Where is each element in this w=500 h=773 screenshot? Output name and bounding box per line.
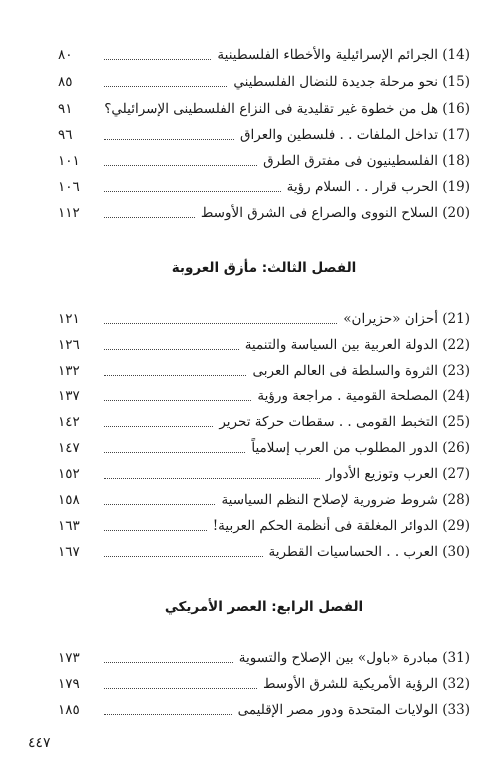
toc-entry-title: (14) الجرائم الإسرائيلية والأخطاء الفلسطينية: [217, 47, 470, 63]
toc-entry: [58, 673, 470, 695]
dot-leader: [104, 58, 211, 60]
toc-entry-page: ١٥٢: [58, 466, 80, 482]
toc-entry: [58, 150, 470, 172]
toc-entry: [58, 308, 470, 330]
toc-entry-title: (30) العرب . . الحساسيات القطرية: [268, 544, 470, 560]
toc-entry-page: ١٣٧: [58, 388, 80, 404]
toc-entry: [58, 437, 470, 459]
dot-leader: [104, 374, 246, 376]
chapter-heading: الفصل الرابع: العصر الأمريكي: [164, 599, 364, 615]
dot-leader: [104, 555, 263, 557]
dot-leader: [104, 713, 232, 715]
dot-leader: [104, 348, 239, 350]
dot-leader: [104, 216, 195, 218]
toc-entry-page: ١١٢: [58, 205, 80, 221]
toc-entry: [58, 334, 470, 356]
dot-leader: [104, 477, 320, 479]
toc-entry-title: (15) نحو مرحلة جديدة للنضال الفلسطيني: [233, 74, 470, 90]
toc-entry-page: ١٣٢: [58, 363, 80, 379]
toc-entry-page: ٨٥: [58, 74, 73, 90]
toc-entry-title: (28) شروط ضرورية لإصلاح النظم السياسية: [221, 492, 470, 508]
toc-entry-page: ٩١: [58, 101, 73, 117]
toc-entry: [58, 647, 470, 669]
toc-entry-page: ٨٠: [58, 47, 73, 63]
toc-entry: [58, 71, 470, 93]
toc-entry-title: (26) الدور المطلوب من العرب إسلامياً: [251, 440, 470, 456]
dot-leader: [104, 503, 215, 505]
dot-leader: [104, 322, 337, 324]
toc-entry-page: ١٧٩: [58, 676, 80, 692]
toc-entry: [58, 515, 470, 537]
toc-entry-page: ١٢٦: [58, 337, 80, 353]
toc-entry: [58, 463, 470, 485]
dot-leader: [104, 687, 257, 689]
toc-entry-title: (20) السلاح النووى والصراع فى الشرق الأوسط: [200, 205, 470, 221]
dot-leader: [104, 529, 207, 531]
toc-entry-title: (23) الثروة والسلطة فى العالم العربى: [252, 363, 470, 379]
toc-entry-title: (25) التخبط القومى . . سقطات حركة تحرير: [219, 414, 470, 430]
toc-entry-page: ١٠١: [58, 153, 80, 169]
toc-entry: [58, 202, 470, 224]
toc-entry-page: ١٨٥: [58, 702, 80, 718]
dot-leader: [104, 190, 281, 192]
toc-entry-title: (19) الحرب قرار . . السلام رؤية: [286, 179, 470, 195]
toc-entry-title: (32) الرؤية الأمريكية للشرق الأوسط: [262, 676, 470, 692]
toc-entry: [58, 98, 470, 120]
toc-entry: [58, 176, 470, 198]
toc-entry-title: (21) أحزان «حزيران»: [343, 311, 470, 327]
toc-entry-page: ١٤٧: [58, 440, 80, 456]
toc-entry-title: (16) هل من خطوة غير تقليدية فى النزاع الفلسطينى الإسرائيلي؟: [104, 101, 470, 117]
toc-entry-title: (33) الولايات المتحدة ودور مصر الإقليمى: [237, 702, 470, 718]
toc-entry: [58, 44, 470, 66]
toc-entry: [58, 360, 470, 382]
toc-entry-title: (31) مبادرة «باول» بين الإصلاح والتسوية: [238, 650, 470, 666]
toc-entry-page: ١٤٢: [58, 414, 80, 430]
toc-entry-page: ١٥٨: [58, 492, 80, 508]
toc-entry-title: (29) الدوائر المغلقة فى أنظمة الحكم العربية!: [212, 518, 470, 534]
toc-entry: [58, 385, 470, 407]
toc-entry-title: (24) المصلحة القومية . مراجعة ورؤية: [257, 388, 470, 404]
toc-entry-title: (27) العرب وتوزيع الأدوار: [325, 466, 470, 482]
dot-leader: [104, 399, 251, 401]
toc-entry-page: ١٠٦: [58, 179, 80, 195]
toc-entry-page: ١٦٣: [58, 518, 80, 534]
dot-leader: [104, 425, 213, 427]
dot-leader: [104, 661, 233, 663]
toc-entry: [58, 489, 470, 511]
toc-entry: [58, 411, 470, 433]
page-number: ٤٤٧: [28, 735, 51, 751]
dot-leader: [104, 164, 257, 166]
toc-entry: [58, 699, 470, 721]
toc-entry-title: (18) الفلسطينيون فى مفترق الطرق: [263, 153, 470, 169]
toc-entry-page: ١٦٧: [58, 544, 80, 560]
toc-entry-page: ٩٦: [58, 127, 73, 143]
toc-entry-page: ١٧٣: [58, 650, 80, 666]
toc-entry-title: (22) الدولة العربية بين السياسة والتنمية: [244, 337, 470, 353]
toc-entry-page: ١٢١: [58, 311, 80, 327]
dot-leader: [104, 451, 245, 453]
toc-entry: [58, 124, 470, 146]
chapter-heading: الفصل الثالث: مأزق العروبة: [171, 260, 357, 276]
toc-entry: [58, 541, 470, 563]
toc-entry-title: (17) تداخل الملفات . . فلسطين والعراق: [240, 127, 470, 143]
dot-leader: [104, 85, 227, 87]
dot-leader: [104, 138, 234, 140]
